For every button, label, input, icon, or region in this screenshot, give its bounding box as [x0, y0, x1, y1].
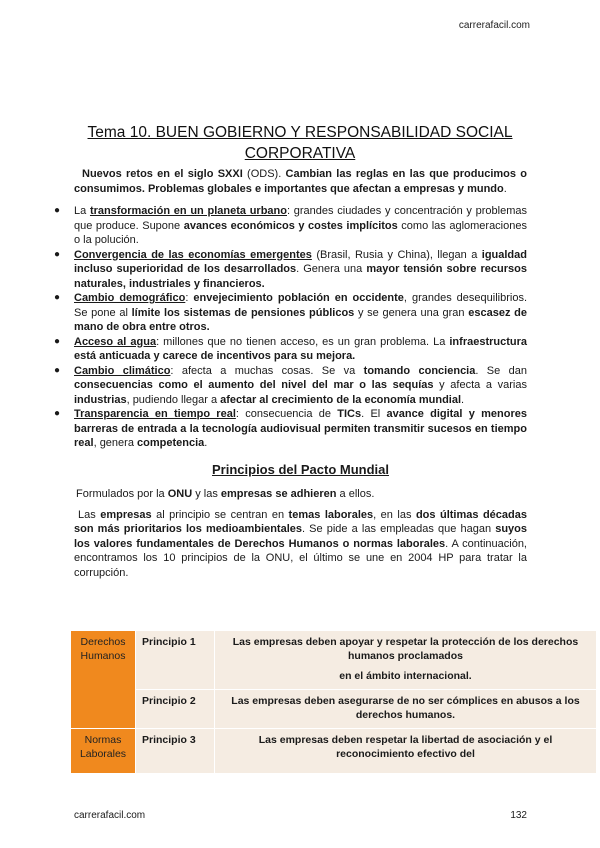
- footer-site: carrerafacil.com: [74, 810, 146, 821]
- bullet-part: transformación en un planeta urbano: [89, 205, 287, 217]
- list-item: [54, 364, 527, 408]
- bullet-part: envejecimiento población en occidente: [193, 292, 404, 304]
- bullet-part: afectar al crecimiento de la economía mundial: [220, 393, 462, 406]
- p2-part: suyos los valores fundamentales de Derechos Humanos o normas laborales: [74, 523, 527, 550]
- list-item: [54, 291, 527, 335]
- bullet-part: y se genera una gran: [354, 306, 469, 319]
- principle-text: Las empresas deben respetar la libertad de asociación y el reconocimiento efectivo del: [215, 729, 597, 774]
- bullet-icon: ●: [54, 408, 61, 419]
- bullet-part: tomando conciencia: [363, 364, 476, 377]
- section-title: Principios del Pacto Mundial: [212, 461, 389, 477]
- bullet-part: mayor tensión sobre recursos naturales, industriales y financieros.: [74, 263, 527, 290]
- principle-number: Principio 1: [136, 631, 215, 690]
- bullet-part: . El: [361, 408, 387, 420]
- table-row: [71, 729, 597, 774]
- intro-d: .: [503, 182, 507, 195]
- bullet-part: competencia: [137, 437, 205, 449]
- content: [54, 167, 528, 586]
- bullet-part: , grandes desequilibrios. Se pone al: [74, 292, 527, 319]
- bullet-part: : grandes ciudades y concentración y problemas que produce. Supone: [74, 205, 528, 232]
- p2-part: , en las: [373, 508, 416, 521]
- bullet-part: avance digital y menores barreras de entrada a la tecnología audiovisual permiten transmitir sucesos en tiempo real: [74, 408, 528, 449]
- category-cell-derechos: Derechos Humanos: [71, 631, 136, 729]
- list-item: [54, 248, 527, 292]
- intro-bold-c: Cambian las reglas en las que producimos o consumimos. Problemas globales e importantes que afectan a empresas y mundo: [74, 168, 527, 195]
- bullet-icon: ●: [54, 292, 61, 303]
- category-cell-normas: Normas Laborales: [71, 729, 136, 774]
- bullet-part: y afecta a varias: [433, 379, 527, 391]
- paragraph-onu: [74, 487, 527, 502]
- bullet-part: infraestructura está anticuada y carece de incentivos para su mejora.: [74, 335, 528, 362]
- bullet-part: escasez de mano de obra entre otros.: [74, 306, 527, 333]
- principle-number: Principio 3: [136, 729, 215, 774]
- principle-number: Principio 2: [136, 690, 215, 729]
- bullet-part: Convergencia de las economías emergentes: [74, 248, 312, 261]
- list-item: [54, 335, 527, 364]
- bullet-part: . Genera una: [296, 263, 367, 275]
- bullet-part: consecuencias como el aumento del nivel del mar o las sequías: [74, 379, 434, 391]
- bullet-part: .: [204, 437, 208, 449]
- table-row: [71, 690, 597, 729]
- principles-table: [70, 630, 597, 774]
- bullet-part: como las aglomeraciones o la polución.: [74, 219, 527, 246]
- bullet-part: Transparencia en tiempo real: [74, 408, 236, 420]
- bullet-part: .: [461, 393, 465, 406]
- bullet-part: avances económicos y costes implícitos: [183, 219, 398, 232]
- bullet-part: : afecta a muchas cosas. Se va: [170, 364, 364, 377]
- p2-part: empresas: [100, 508, 152, 521]
- bullet-part: : consecuencia de: [235, 408, 338, 420]
- bullet-part: . Se dan: [475, 364, 528, 377]
- p1-part: Formulados por la: [76, 488, 168, 500]
- header-site: carrerafacil.com: [458, 20, 530, 31]
- bullet-icon: ●: [54, 248, 61, 260]
- p2-part: Las: [78, 508, 101, 521]
- p1-part: a ellos.: [336, 488, 375, 500]
- bullet-part: igualdad incluso superioridad de los desarrollados: [74, 248, 527, 275]
- p1-part: y las: [192, 488, 221, 500]
- intro-paragraph: [74, 167, 527, 196]
- bullet-part: :: [185, 292, 194, 304]
- bullet-icon: ●: [54, 205, 61, 216]
- bullet-part: Acceso al agua: [74, 335, 157, 348]
- bullet-part: Cambio demográfico: [74, 292, 186, 304]
- bullet-list: [54, 204, 528, 451]
- bullet-part: industrias: [74, 393, 127, 406]
- principle-text: Las empresas deben asegurarse de no ser cómplices en abusos a los derechos humanos.: [215, 690, 597, 729]
- principle-text-line: en el ámbito internacional.: [339, 670, 472, 682]
- page-number: 132: [510, 810, 527, 821]
- page-title: Tema 10. BUEN GOBIERNO Y RESPONSABILIDAD SOCIAL CORPORATIVA: [87, 124, 513, 162]
- intro-b: (ODS).: [242, 168, 286, 180]
- p1-part: empresas se adhieren: [220, 488, 337, 500]
- principle-text: [215, 631, 597, 690]
- principle-text-line: Las empresas deben apoyar y respetar la protección de los derechos humanos proclamados: [232, 636, 579, 662]
- bullet-part: Cambio climático: [74, 364, 171, 377]
- bullet-icon: ●: [54, 335, 61, 347]
- paragraph-empresas: [74, 508, 527, 581]
- table-row: [71, 631, 597, 690]
- list-item: [54, 204, 527, 248]
- p2-part: al principio se centran en: [151, 508, 289, 521]
- p1-part: ONU: [167, 488, 193, 500]
- p2-part: temas laborales: [288, 508, 374, 521]
- bullet-part: , genera: [93, 437, 137, 449]
- bullet-part: (Brasil, Rusia y China), llegan a: [311, 248, 482, 261]
- p2-part: . A continuación, encontramos los 10 principios de la ONU, el último se une en 2004 HP para tratar la corrupción.: [74, 537, 527, 579]
- bullet-part: , pudiendo llegar a: [126, 393, 221, 406]
- p2-part: . Se pide a las empleadas que hagan: [302, 523, 496, 535]
- bullet-part: : millones que no tienen acceso, es un gran problema. La: [156, 335, 450, 348]
- bullet-icon: ●: [54, 364, 61, 376]
- bullet-part: límite los sistemas de pensiones públicos: [131, 306, 355, 319]
- bullet-part: TICs: [337, 408, 362, 420]
- bullet-part: La: [74, 205, 90, 217]
- intro-bold-a: Nuevos retos en el siglo SXXI: [82, 168, 243, 180]
- list-item: [54, 407, 527, 451]
- p2-part: dos últimas décadas son más prioritarios los medioambientales: [74, 508, 527, 535]
